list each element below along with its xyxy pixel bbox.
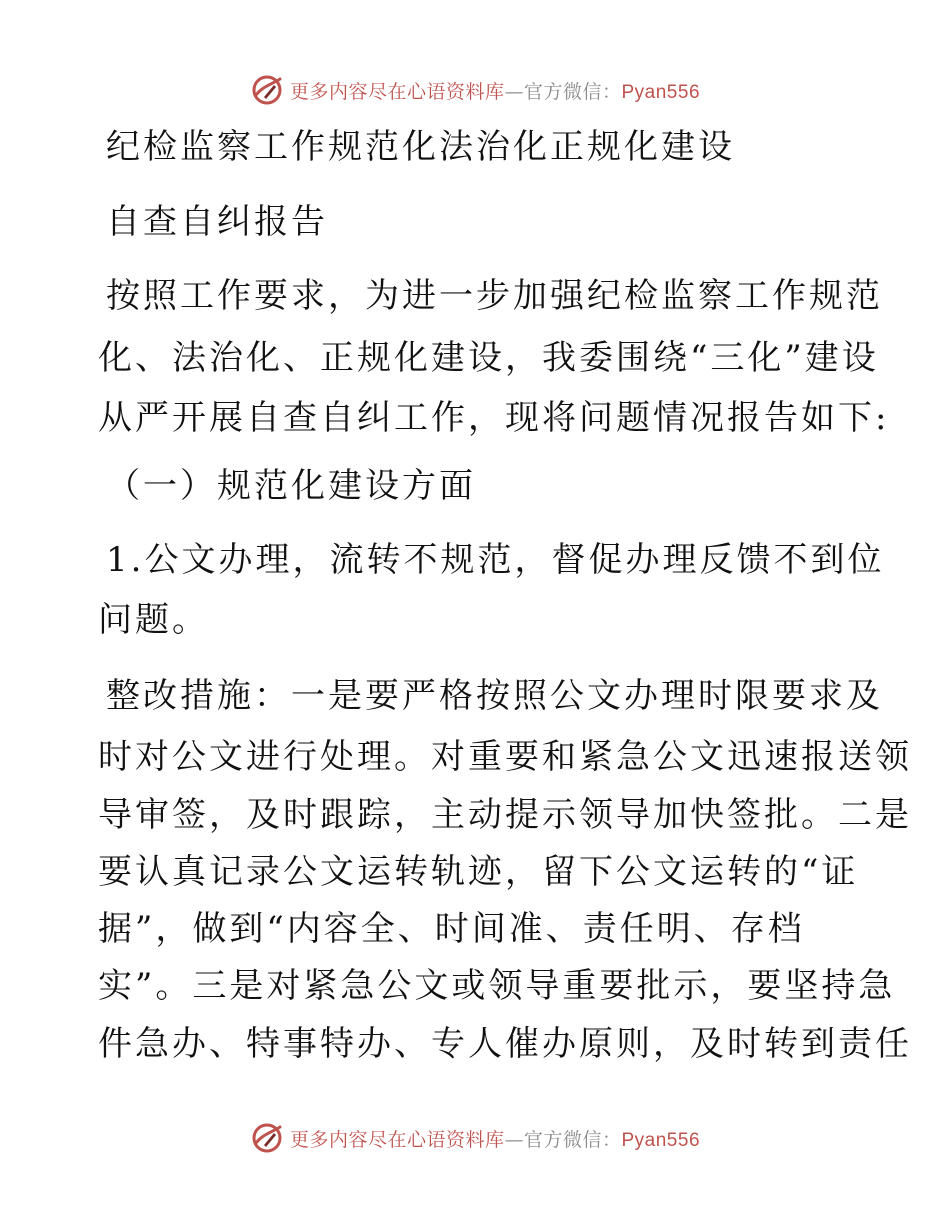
document-title-line-1: 纪检监察工作规范化法治化正规化建设 — [106, 127, 735, 167]
pen-swirl-logo-icon — [250, 73, 284, 107]
intro-paragraph-line: 化、法治化、正规化建设，我委围绕“三化”建设 — [98, 338, 879, 378]
section-heading: （一）规范化建设方面 — [106, 466, 476, 506]
item-1-line: 1.公文办理，流转不规范，督促办理反馈不到位 — [106, 540, 885, 580]
measures-paragraph-line: 时对公文进行处理。对重要和紧急公文迅速报送领 — [98, 737, 912, 777]
measures-paragraph-line: 件急办、特事特办、专人催办原则，及时转到责任 — [98, 1024, 912, 1064]
footer-watermark-banner — [0, 1118, 950, 1158]
document-title-line-2: 自查自纠报告 — [106, 202, 328, 242]
measures-paragraph-line: 整改措施：一是要严格按照公文办理时限要求及 — [106, 676, 883, 716]
measures-paragraph-line: 据”，做到“内容全、时间准、责任明、存档 — [98, 909, 805, 949]
watermark-text: 更多内容尽在心语资料库—官方微信：Pyan556 — [289, 1128, 701, 1151]
intro-paragraph-line: 按照工作要求，为进一步加强纪检监察工作规范 — [106, 276, 883, 316]
measures-paragraph-line: 导审签，及时跟踪，主动提示领导加快签批。二是 — [98, 795, 912, 835]
pen-swirl-logo-icon — [250, 1121, 284, 1155]
intro-paragraph-line: 从严开展自查自纠工作，现将问题情况报告如下: — [98, 398, 890, 438]
item-1-line: 问题。 — [98, 600, 209, 640]
header-watermark-banner — [0, 70, 950, 110]
measures-paragraph-line: 要认真记录公文运转轨迹，留下公文运转的“证 — [98, 852, 859, 892]
measures-paragraph-line: 实”。三是对紧急公文或领导重要批示，要坚持急 — [98, 966, 896, 1006]
watermark-text: 更多内容尽在心语资料库—官方微信：Pyan556 — [289, 80, 701, 103]
